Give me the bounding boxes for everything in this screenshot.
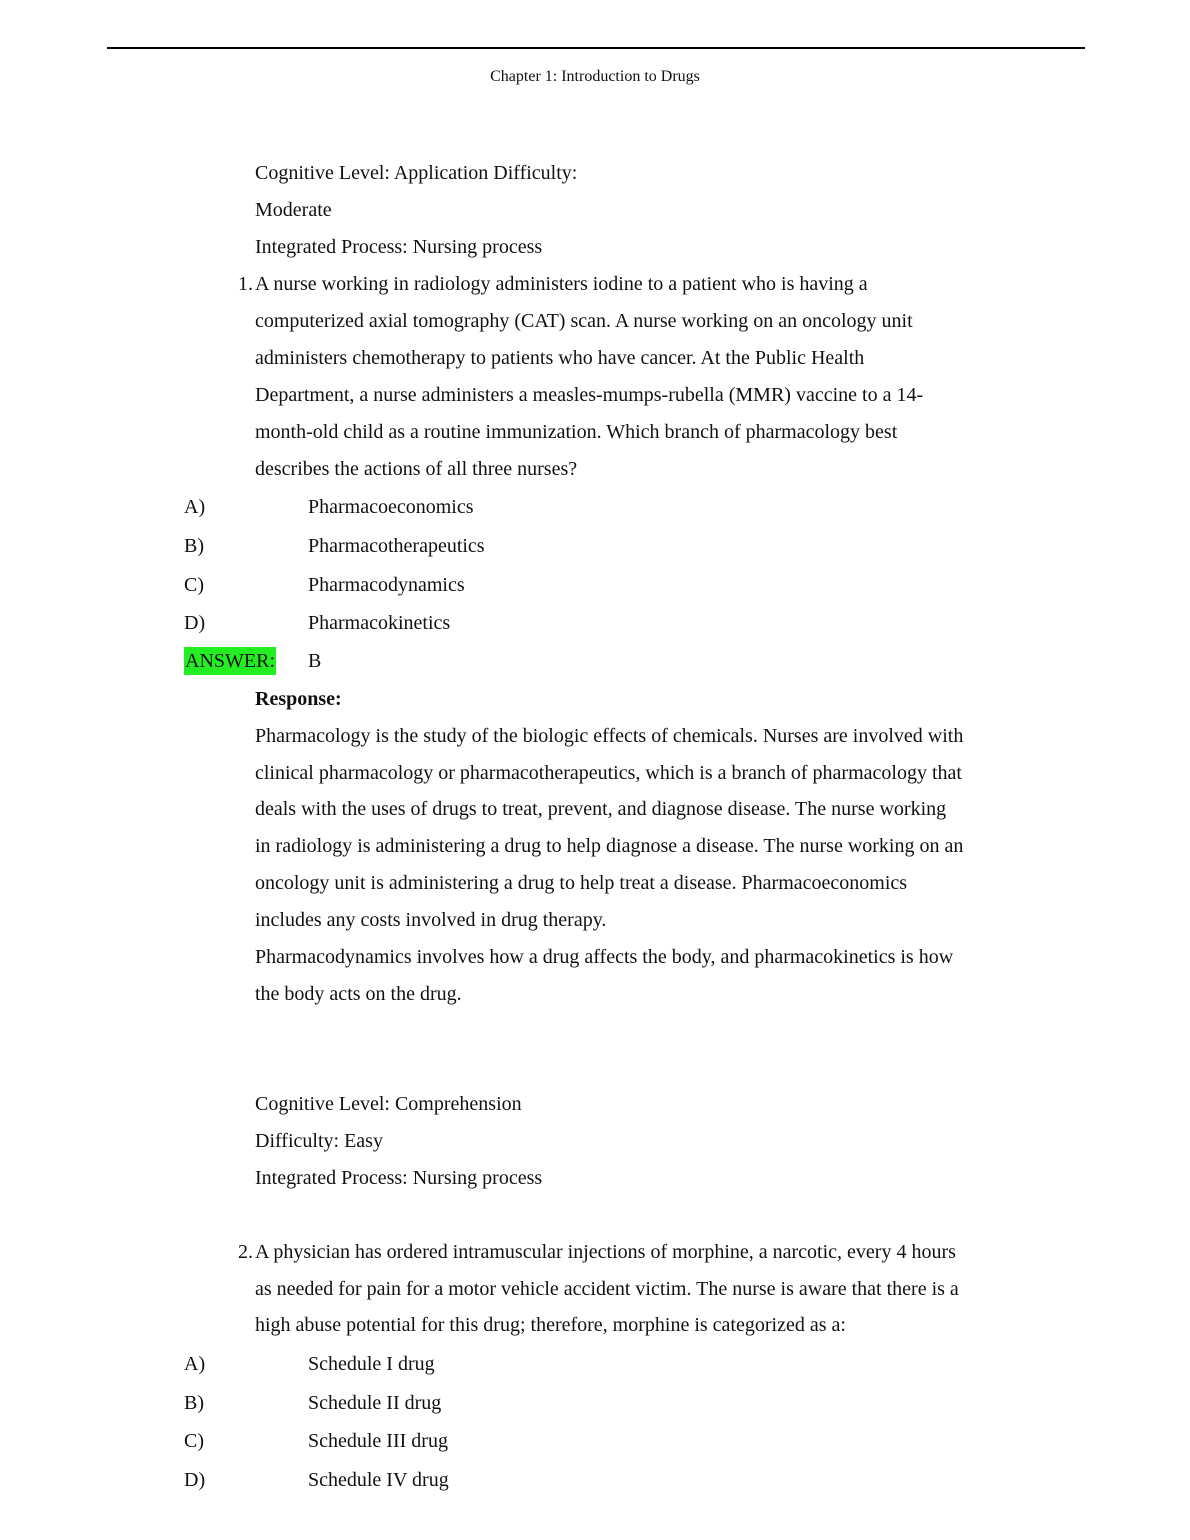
question-2-line: high abuse potential for this drug; therefore, morphine is categorized as a: — [255, 1314, 846, 1336]
cognitive-level-1: Cognitive Level: Application Difficulty: — [255, 162, 578, 184]
response-heading: Response: — [255, 688, 342, 710]
q2-option-c-text: Schedule III drug — [308, 1430, 448, 1452]
q1-option-b-text: Pharmacotherapeutics — [308, 535, 485, 557]
question-1-line: A nurse working in radiology administers iodine to a patient who is having a — [255, 273, 868, 295]
integrated-process-1: Integrated Process: Nursing process — [255, 236, 543, 258]
question-1-line: describes the actions of all three nurses? — [255, 458, 578, 480]
question-1-number: 1. — [238, 273, 253, 295]
response-line: clinical pharmacology or pharmacotherapeutics, which is a branch of pharmacology that — [255, 762, 962, 784]
response-line: oncology unit is administering a drug to help treat a disease. Pharmacoeconomics — [255, 872, 908, 894]
question-2-line: as needed for pain for a motor vehicle accident victim. The nurse is aware that there is a — [255, 1278, 959, 1300]
question-1-line: month-old child as a routine immunization. Which branch of pharmacology best — [255, 421, 898, 443]
response-line: the body acts on the drug. — [255, 983, 462, 1005]
cognitive-level-2: Cognitive Level: Comprehension — [255, 1093, 522, 1115]
q2-option-d-text: Schedule IV drug — [308, 1469, 449, 1491]
difficulty-2: Difficulty: Easy — [255, 1130, 383, 1152]
header-rule — [107, 47, 1085, 49]
response-line: deals with the uses of drugs to treat, prevent, and diagnose disease. The nurse working — [255, 798, 947, 820]
question-1-line: Department, a nurse administers a measles-mumps-rubella (MMR) vaccine to a 14- — [255, 384, 924, 406]
question-2-number: 2. — [238, 1241, 253, 1263]
q1-option-c-letter: C) — [184, 574, 204, 596]
response-line: Pharmacology is the study of the biologic effects of chemicals. Nurses are involved with — [255, 725, 964, 747]
question-1-line: administers chemotherapy to patients who have cancer. At the Public Health — [255, 347, 865, 369]
q1-option-d-letter: D) — [184, 612, 206, 634]
question-1-line: computerized axial tomography (CAT) scan. A nurse working on an oncology unit — [255, 310, 913, 332]
q2-option-b-letter: B) — [184, 1392, 204, 1414]
q1-option-a-text: Pharmacoeconomics — [308, 496, 474, 518]
answer-value: B — [308, 650, 322, 672]
answer-label-highlight: ANSWER: — [184, 647, 276, 675]
response-line: includes any costs involved in drug therapy. — [255, 909, 607, 931]
q1-option-a-letter: A) — [184, 496, 206, 518]
q2-option-a-letter: A) — [184, 1353, 206, 1375]
chapter-header: Chapter 1: Introduction to Drugs — [490, 68, 700, 85]
q2-option-c-letter: C) — [184, 1430, 204, 1452]
question-2-line: A physician has ordered intramuscular injections of morphine, a narcotic, every 4 hours — [255, 1241, 956, 1263]
q1-option-c-text: Pharmacodynamics — [308, 574, 465, 596]
response-line: Pharmacodynamics involves how a drug affects the body, and pharmacokinetics is how — [255, 946, 954, 968]
q1-option-b-letter: B) — [184, 535, 204, 557]
response-line: in radiology is administering a drug to help diagnose a disease. The nurse working on an — [255, 835, 964, 857]
q1-option-d-text: Pharmacokinetics — [308, 612, 451, 634]
integrated-process-2: Integrated Process: Nursing process — [255, 1167, 543, 1189]
q2-option-a-text: Schedule I drug — [308, 1353, 435, 1375]
q2-option-b-text: Schedule II drug — [308, 1392, 442, 1414]
q2-option-d-letter: D) — [184, 1469, 206, 1491]
difficulty-1: Moderate — [255, 199, 332, 221]
